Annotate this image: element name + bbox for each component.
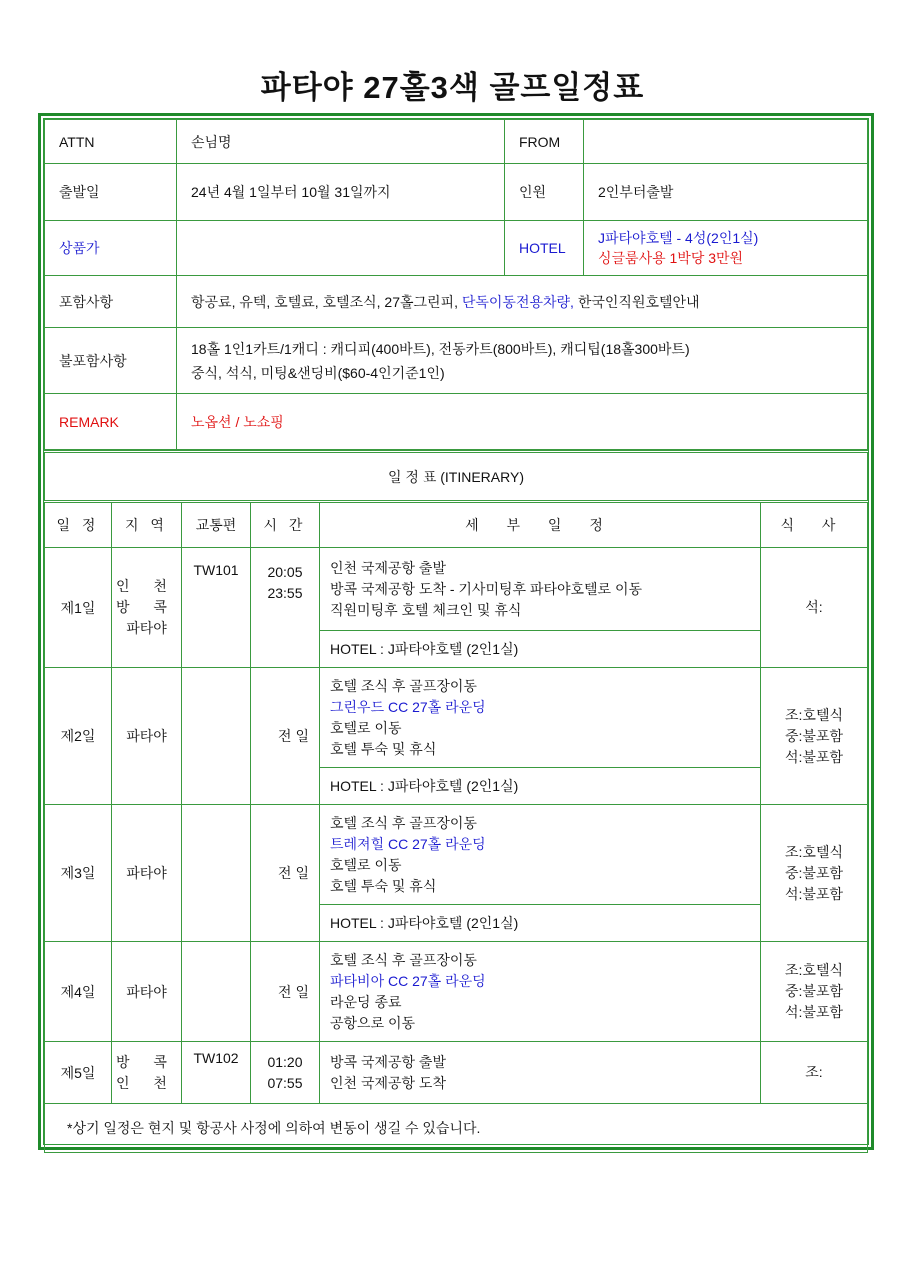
meal: 조:호텔식 — [785, 843, 843, 860]
info-row-remark — [45, 394, 868, 450]
region: 파타야 — [112, 805, 182, 942]
flight-number — [182, 805, 251, 942]
info-table — [44, 119, 868, 450]
info-row-exclude — [45, 328, 868, 394]
detail-line: 방콕 국제공항 출발 — [330, 1053, 446, 1070]
col-time: 시 간 — [251, 502, 320, 548]
meal: 석:불포함 — [785, 885, 843, 902]
include-text-3: 한국인직원호텔안내 — [577, 293, 700, 310]
golf-round: 트레져힐 CC 27홀 라운딩 — [330, 835, 486, 852]
region: 파타야 — [112, 668, 182, 805]
exclude-label: 불포함사항 — [45, 328, 177, 394]
schedule-frame — [38, 113, 874, 1150]
meal: 조:호텔식 — [785, 706, 843, 723]
departure-time: 20:05 — [267, 564, 303, 580]
itinerary-row-day5 — [45, 1042, 868, 1104]
price-value — [177, 221, 505, 276]
flight-number: TW101 — [182, 548, 251, 668]
arrival-time: 23:55 — [267, 585, 303, 601]
itinerary-column-header-row — [45, 502, 868, 548]
price-label: 상품가 — [45, 221, 177, 276]
attn-label: ATTN — [45, 120, 177, 164]
detail-line: 인천 국제공항 출발 — [330, 559, 446, 576]
remark-value: 노옵션 / 노쇼핑 — [177, 394, 868, 450]
day-label: 제4일 — [45, 942, 112, 1042]
meal: 석:불포함 — [785, 1004, 843, 1020]
meal: 중:불포함 — [785, 864, 843, 881]
golf-round: 파타비아 CC 27홀 라운딩 — [330, 972, 486, 989]
depart-value: 24년 4월 1일부터 10월 31일까지 — [177, 164, 505, 221]
hotel-line: HOTEL : J파타야호텔 (2인1실) — [320, 905, 761, 942]
itinerary-heading-row — [45, 452, 868, 502]
flight-number — [182, 668, 251, 805]
meal: 석: — [761, 548, 868, 668]
region: 인 천 — [116, 1074, 177, 1091]
include-text-1: 항공료, 유텍, 호텔료, 호텔조식, 27홀그린피, — [191, 293, 458, 310]
time-all-day: 전 일 — [251, 668, 320, 805]
region: 방 콕 — [116, 599, 177, 615]
exclude-line-1: 18홀 1인1카트/1캐디 : 캐디피(400바트), 전동카트(800바트), 캐디팁(18홀300바트) — [191, 340, 690, 357]
meal: 조:호텔식 — [785, 962, 843, 978]
detail-line: 방콕 국제공항 도착 - 기사미팅후 파타야호텔로 이동 — [330, 580, 643, 597]
footer-note: *상기 일정은 현지 및 항공사 사정에 의하여 변동이 생길 수 있습니다. — [45, 1104, 868, 1153]
hotel-name: J파타야호텔 - 4성(2인1실) — [598, 230, 759, 246]
itinerary-row-day1 — [45, 548, 868, 631]
flight-number: TW102 — [182, 1042, 251, 1104]
include-value — [177, 276, 868, 328]
arrival-time: 07:55 — [267, 1074, 303, 1091]
time-all-day: 전 일 — [251, 942, 320, 1042]
detail-line: 호텔로 이동 — [330, 856, 402, 873]
col-region: 지 역 — [112, 502, 182, 548]
info-row-depart — [45, 164, 868, 221]
day-label: 제3일 — [45, 805, 112, 942]
detail-line: 공항으로 이동 — [330, 1014, 416, 1031]
day-label: 제5일 — [45, 1042, 112, 1104]
detail-line: 호텔 투숙 및 휴식 — [330, 877, 437, 894]
itinerary-heading: 일 정 표 (ITINERARY) — [45, 452, 868, 502]
depart-label: 출발일 — [45, 164, 177, 221]
document-title: 파타야 27홀3색 골프일정표 — [260, 70, 645, 105]
region: 인 천 — [116, 578, 177, 594]
col-details: 세 부 일 정 — [320, 502, 761, 548]
region: 파타야 — [126, 620, 167, 636]
info-row-include — [45, 276, 868, 328]
col-transport: 교통편 — [182, 502, 251, 548]
exclude-line-2: 중식, 석식, 미팅&샌딩비($60-4인기준1인) — [191, 364, 445, 381]
hotel-label: HOTEL — [505, 221, 584, 276]
flight-number — [182, 942, 251, 1042]
time-all-day: 전 일 — [251, 805, 320, 942]
detail-line: 호텔 조식 후 골프장이동 — [330, 677, 477, 694]
meal: 조: — [761, 1042, 868, 1104]
include-label: 포함사항 — [45, 276, 177, 328]
meal: 중:불포함 — [785, 983, 843, 999]
departure-time: 01:20 — [267, 1053, 303, 1070]
info-row-attn — [45, 120, 868, 164]
itinerary-row-day3 — [45, 805, 868, 905]
region: 방 콕 — [116, 1053, 177, 1070]
hotel-line: HOTEL : J파타야호텔 (2인1실) — [320, 768, 761, 805]
detail-line: 라운딩 종료 — [330, 993, 402, 1010]
day-label: 제2일 — [45, 668, 112, 805]
itinerary-row-day2 — [45, 668, 868, 768]
attn-value: 손님명 — [177, 120, 505, 164]
detail-line: 호텔 조식 후 골프장이동 — [330, 814, 477, 831]
single-room-surcharge: 싱글룸사용 1박당 3만원 — [598, 250, 744, 266]
detail-line: 호텔 투숙 및 휴식 — [330, 740, 437, 757]
meal: 중:불포함 — [785, 727, 843, 744]
detail-line: 호텔로 이동 — [330, 719, 402, 736]
detail-line: 인천 국제공항 도착 — [330, 1074, 446, 1091]
pax-value: 2인부터출발 — [584, 164, 868, 221]
itinerary-row-day4 — [45, 942, 868, 1042]
footer-row — [45, 1104, 868, 1153]
region: 파타야 — [112, 942, 182, 1042]
col-day: 일 정 — [45, 502, 112, 548]
pax-label: 인원 — [505, 164, 584, 221]
itinerary-table — [44, 450, 868, 1153]
include-text-private-vehicle: 단독이동전용차량, — [461, 293, 574, 310]
col-meal: 식 사 — [761, 502, 868, 548]
meal: 석:불포함 — [785, 748, 843, 765]
day-label: 제1일 — [45, 548, 112, 668]
info-row-price — [45, 221, 868, 276]
from-value — [584, 120, 868, 164]
golf-round: 그린우드 CC 27홀 라운딩 — [330, 698, 486, 715]
from-label: FROM — [505, 120, 584, 164]
detail-line: 호텔 조식 후 골프장이동 — [330, 951, 477, 968]
remark-label: REMARK — [45, 394, 177, 450]
hotel-line: HOTEL : J파타야호텔 (2인1실) — [320, 631, 761, 668]
detail-line: 직원미팅후 호텔 체크인 및 휴식 — [330, 601, 522, 618]
